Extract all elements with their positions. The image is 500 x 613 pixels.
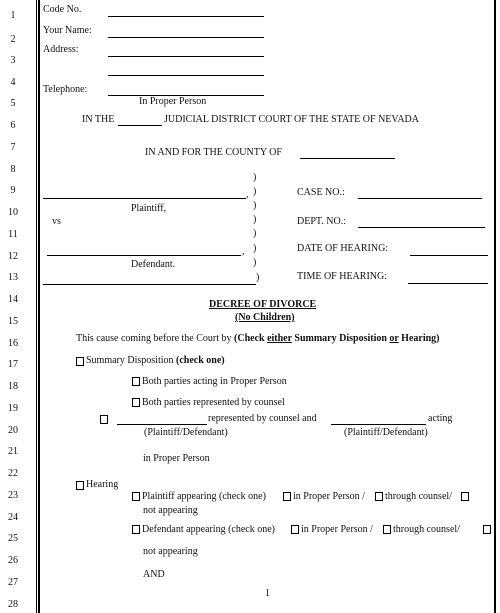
line-number: 5 <box>10 98 16 109</box>
county-blank[interactable] <box>300 158 395 159</box>
dept-no-label: DEPT. NO.: <box>297 216 346 227</box>
address-label: Address: <box>43 44 79 55</box>
both-counsel-checkbox[interactable] <box>132 398 140 407</box>
address-blank-1[interactable] <box>108 56 264 57</box>
decree-title: DECREE OF DIVORCE <box>209 299 317 310</box>
line-number: 6 <box>10 120 16 131</box>
caption-comma: , <box>242 246 245 257</box>
code-no-blank[interactable] <box>108 16 264 17</box>
plaintiff-appearing-label: Plaintiff appearing (check one) <box>142 491 266 502</box>
defendant-label: Defendant. <box>131 259 176 270</box>
line-number: 3 <box>10 55 16 66</box>
line-number: 8 <box>10 164 16 175</box>
plaintiff-proper-person-label: in Proper Person / <box>293 491 365 502</box>
line-number: 17 <box>8 359 18 370</box>
check-one-text: (check one) <box>176 355 225 366</box>
defendant-not-appearing-label: not appearing <box>143 546 198 557</box>
both-proper-person-checkbox[interactable] <box>132 377 140 386</box>
plaintiff-proper-person-checkbox[interactable] <box>283 492 291 501</box>
line-number: 2 <box>10 34 16 45</box>
line-number: 13 <box>8 272 18 283</box>
hearing-label: Hearing <box>86 479 119 490</box>
pleading-page: 1 2 3 4 5 6 7 8 9 10 11 12 13 14 15 16 17 18 19 20 21 22 23 24 25 26 27 28 Code No. Your Name: Address: Telephone: In Proper Person IN THE JUDICIAL DISTRICT COURT OF THE STATE OF NEVADA IN AND FOR THE COUNTY OF , Plaintiff, vs , Defendant. ) ) ) ) ) ) ) ) CASE NO.: DEPT. NO.: DATE OF HEARING: TIME OF HEARING: DECREE OF DIVORCE (No Children) This cause coming before the Court by (Check either Summary Disposition or Hearing) Summary Disposition (check one) Both parties acting in Proper Person Both parties represented by counsel represented by counsel and acting (Plaintiff/Defendant) (Plaintiff/Defendant) in Proper Person Hearing Plaintiff appearing (check one) in Proper Person / through counsel/ not appearing Defendant appearing (check one) in Proper Person / through counsel/ not appearing AND 1 <box>0 0 500 613</box>
line-number: 20 <box>8 425 18 436</box>
defendant-counsel-label: through counsel/ <box>393 524 460 535</box>
line-number: 26 <box>8 555 18 566</box>
line-number: 11 <box>8 229 18 240</box>
defendant-proper-person-label: in Proper Person / <box>301 524 373 535</box>
intro-bold: Summary Disposition <box>291 333 390 344</box>
address-blank-2[interactable] <box>108 75 264 76</box>
caption-bottom-rule <box>43 284 256 285</box>
line-number: 10 <box>8 207 18 218</box>
date-of-hearing-blank[interactable] <box>410 255 488 256</box>
line-number: 24 <box>8 512 18 523</box>
summary-text: Summary Disposition <box>86 355 177 366</box>
date-of-hearing-label: DATE OF HEARING: <box>297 243 389 254</box>
time-of-hearing-label: TIME OF HEARING: <box>297 271 387 282</box>
decree-subtitle: (No Children) <box>235 312 295 323</box>
acting-party-blank[interactable] <box>331 424 426 425</box>
defendant-appearing-label: Defendant appearing (check one) <box>142 524 275 535</box>
hearing-checkbox[interactable] <box>76 481 84 490</box>
intro-either: either <box>267 333 292 344</box>
case-no-blank[interactable] <box>358 198 482 199</box>
district-number-blank[interactable] <box>118 125 162 126</box>
case-no-label: CASE NO.: <box>297 187 345 198</box>
left-margin-double-rule <box>38 0 40 613</box>
plaintiff-label: Plaintiff, <box>131 203 167 214</box>
represented-by-counsel-text: represented by counsel and <box>208 413 317 424</box>
vs-label: vs <box>52 216 61 227</box>
both-counsel-label: Both parties represented by counsel <box>142 397 285 408</box>
counsel-party-blank[interactable] <box>117 424 207 425</box>
line-number: 21 <box>8 446 18 457</box>
line-number: 14 <box>8 294 18 305</box>
left-margin-double-rule <box>36 0 37 613</box>
defendant-counsel-checkbox[interactable] <box>383 525 391 534</box>
plaintiff-not-appearing-checkbox[interactable] <box>461 492 469 501</box>
line-number: 9 <box>10 185 16 196</box>
line-number: 27 <box>8 577 18 588</box>
intro-or: or <box>389 333 399 344</box>
line-number: 19 <box>8 403 18 414</box>
summary-disposition-checkbox[interactable] <box>76 357 84 366</box>
line-number: 23 <box>8 490 18 501</box>
in-proper-person-text: in Proper Person <box>143 453 210 464</box>
proper-person-label: In Proper Person <box>139 96 207 107</box>
plaintiff-appearing-checkbox[interactable] <box>132 492 140 501</box>
line-number: 12 <box>8 251 18 262</box>
line-number: 1 <box>10 10 16 21</box>
line-number: 22 <box>8 468 18 479</box>
intro-text: This cause coming before the Court by <box>76 333 235 344</box>
defendant-name-blank[interactable] <box>47 255 241 256</box>
line-number: 16 <box>8 338 18 349</box>
plaintiff-not-appearing-label: not appearing <box>143 505 198 516</box>
line-number: 4 <box>10 77 16 88</box>
and-text: AND <box>143 569 165 580</box>
court-in-the: IN THE <box>82 114 115 125</box>
intro-sentence <box>76 333 440 345</box>
plaintiff-counsel-checkbox[interactable] <box>375 492 383 501</box>
acting-text: acting <box>428 413 453 424</box>
code-no-label: Code No. <box>43 4 82 15</box>
line-number: 15 <box>8 316 18 327</box>
page-number: 1 <box>265 588 270 599</box>
county-label: IN AND FOR THE COUNTY OF <box>145 147 282 158</box>
line-number: 7 <box>10 142 16 153</box>
plaintiff-name-blank[interactable] <box>43 198 246 199</box>
telephone-label: Telephone: <box>43 84 88 95</box>
your-name-blank[interactable] <box>108 37 264 38</box>
line-number: 28 <box>8 599 18 610</box>
summary-disposition-label <box>86 355 225 367</box>
plaintiff-defendant-hint: (Plaintiff/Defendant) <box>144 427 228 438</box>
court-judicial-text: JUDICIAL DISTRICT COURT OF THE STATE OF NEVADA <box>164 114 420 125</box>
intro-bold: (Check <box>234 333 268 344</box>
line-number: 18 <box>8 381 18 392</box>
plaintiff-defendant-hint: (Plaintiff/Defendant) <box>344 427 428 438</box>
line-number: 25 <box>8 533 18 544</box>
defendant-appearing-checkbox[interactable] <box>132 525 140 534</box>
caption-comma: , <box>246 189 249 200</box>
plaintiff-counsel-label: through counsel/ <box>385 491 452 502</box>
time-of-hearing-blank[interactable] <box>408 283 488 284</box>
one-counsel-checkbox[interactable] <box>100 415 108 424</box>
both-proper-person-label: Both parties acting in Proper Person <box>142 376 287 387</box>
defendant-proper-person-checkbox[interactable] <box>291 525 299 534</box>
intro-bold: Hearing) <box>398 333 440 344</box>
dept-no-blank[interactable] <box>358 227 485 228</box>
defendant-not-appearing-checkbox[interactable] <box>483 525 491 534</box>
right-margin-rule <box>494 0 496 613</box>
your-name-label: Your Name: <box>43 25 92 36</box>
